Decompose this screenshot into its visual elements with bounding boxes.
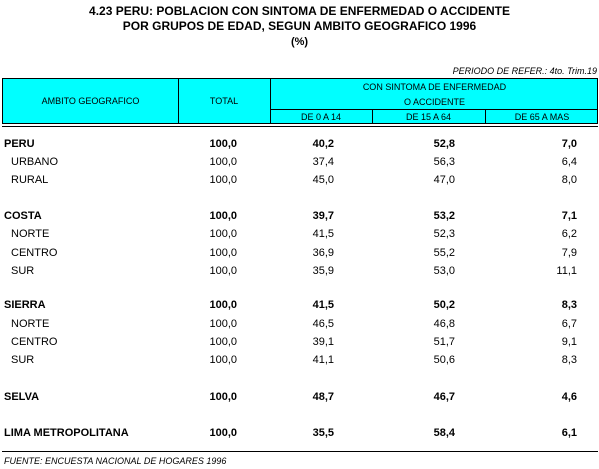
cell-total: 100,0 (209, 138, 237, 150)
header-total: TOTAL (209, 96, 239, 106)
row-label: COSTA (4, 210, 42, 222)
cell-total: 100,0 (209, 156, 237, 168)
row-label: NORTE (11, 228, 50, 240)
header-o-accidente: O ACCIDENTE (403, 97, 465, 107)
table-row (0, 297, 599, 313)
table-row (0, 425, 599, 441)
cell-age-65-mas: 8,0 (561, 174, 577, 186)
table-title-line-1: 4.23 PERU: POBLACION CON SINTOMA DE ENFERMEDAD O ACCIDENTE (89, 4, 510, 18)
cell-age-15-64: 46,8 (433, 318, 455, 330)
table-row (0, 352, 599, 368)
cell-age-0-14: 41,5 (312, 228, 334, 240)
cell-age-0-14: 41,5 (312, 299, 334, 311)
cell-age-65-mas: 9,1 (561, 336, 577, 348)
cell-total: 100,0 (209, 354, 237, 366)
row-label: NORTE (11, 318, 50, 330)
footer-rule (2, 451, 598, 452)
cell-age-65-mas: 11,1 (556, 265, 577, 277)
cell-age-0-14: 45,0 (312, 174, 334, 186)
header-age-15-64: DE 15 A 64 (405, 112, 452, 122)
cell-age-0-14: 39,1 (312, 336, 334, 348)
reference-period: PERIODO DE REFER.: 4to. Trim.19 (452, 66, 597, 76)
cell-age-0-14: 35,5 (312, 427, 334, 439)
cell-age-0-14: 40,2 (312, 138, 334, 150)
cell-age-15-64: 51,7 (433, 336, 455, 348)
table-row (0, 208, 599, 224)
cell-age-15-64: 52,8 (433, 138, 455, 150)
cell-age-65-mas: 6,1 (561, 427, 577, 439)
row-label: RURAL (11, 174, 49, 186)
cell-total: 100,0 (209, 228, 237, 240)
row-label: SELVA (4, 391, 40, 403)
cell-age-65-mas: 8,3 (561, 299, 577, 311)
cell-age-0-14: 37,4 (312, 156, 334, 168)
row-label: SUR (11, 354, 35, 366)
cell-total: 100,0 (209, 391, 237, 403)
table-title-line-2: POR GRUPOS DE EDAD, SEGUN AMBITO GEOGRAFICO 1996 (122, 19, 477, 33)
cell-age-0-14: 48,7 (312, 391, 334, 403)
cell-total: 100,0 (209, 265, 237, 277)
row-label: SUR (11, 265, 35, 277)
table-row (0, 226, 599, 242)
table-row (0, 172, 599, 188)
source-note: FUENTE: ENCUESTA NACIONAL DE HOGARES 1996 (4, 456, 227, 466)
table-row (0, 154, 599, 170)
cell-total: 100,0 (209, 318, 237, 330)
cell-total: 100,0 (209, 174, 237, 186)
cell-age-0-14: 35,9 (312, 265, 334, 277)
cell-age-15-64: 53,0 (433, 265, 455, 277)
cell-age-65-mas: 4,6 (561, 391, 577, 403)
cell-age-15-64: 56,3 (433, 156, 455, 168)
table-row (0, 334, 599, 350)
header-divider (270, 109, 597, 110)
cell-age-15-64: 46,7 (433, 391, 455, 403)
cell-age-65-mas: 7,1 (561, 210, 577, 222)
table-title-unit: (%) (290, 36, 309, 48)
table-row (0, 389, 599, 405)
header-bottom-rule (2, 126, 598, 127)
header-age-0-14: DE 0 A 14 (300, 112, 342, 122)
row-label: CENTRO (11, 336, 58, 348)
row-label: LIMA METROPOLITANA (4, 427, 129, 439)
cell-age-65-mas: 6,7 (561, 318, 577, 330)
cell-age-0-14: 46,5 (312, 318, 334, 330)
cell-age-65-mas: 7,0 (561, 138, 577, 150)
row-label: PERU (4, 138, 35, 150)
header-ambito: AMBITO GEOGRAFICO (41, 96, 140, 106)
cell-age-0-14: 39,7 (312, 210, 334, 222)
cell-age-65-mas: 6,4 (561, 156, 577, 168)
cell-total: 100,0 (209, 299, 237, 311)
cell-total: 100,0 (209, 427, 237, 439)
cell-total: 100,0 (209, 210, 237, 222)
cell-age-15-64: 52,3 (433, 228, 455, 240)
header-con-sintoma: CON SINTOMA DE ENFERMEDAD (362, 82, 507, 92)
header-age-65-mas: DE 65 A MAS (514, 112, 570, 122)
cell-age-15-64: 58,4 (433, 427, 455, 439)
row-label: URBANO (11, 156, 59, 168)
table-row (0, 136, 599, 152)
table-row (0, 245, 599, 261)
cell-age-65-mas: 8,3 (561, 354, 577, 366)
cell-age-0-14: 41,1 (312, 354, 334, 366)
table-row (0, 316, 599, 332)
cell-age-15-64: 50,6 (433, 354, 455, 366)
cell-age-0-14: 36,9 (312, 247, 334, 259)
cell-total: 100,0 (209, 247, 237, 259)
row-label: SIERRA (4, 299, 46, 311)
cell-age-15-64: 47,0 (433, 174, 455, 186)
table-header (2, 78, 598, 124)
cell-age-15-64: 53,2 (433, 210, 455, 222)
cell-age-15-64: 50,2 (433, 299, 455, 311)
row-label: CENTRO (11, 247, 58, 259)
cell-age-15-64: 55,2 (433, 247, 455, 259)
cell-age-65-mas: 6,2 (561, 228, 577, 240)
cell-age-65-mas: 7,9 (561, 247, 577, 259)
table-row (0, 263, 599, 279)
cell-total: 100,0 (209, 336, 237, 348)
